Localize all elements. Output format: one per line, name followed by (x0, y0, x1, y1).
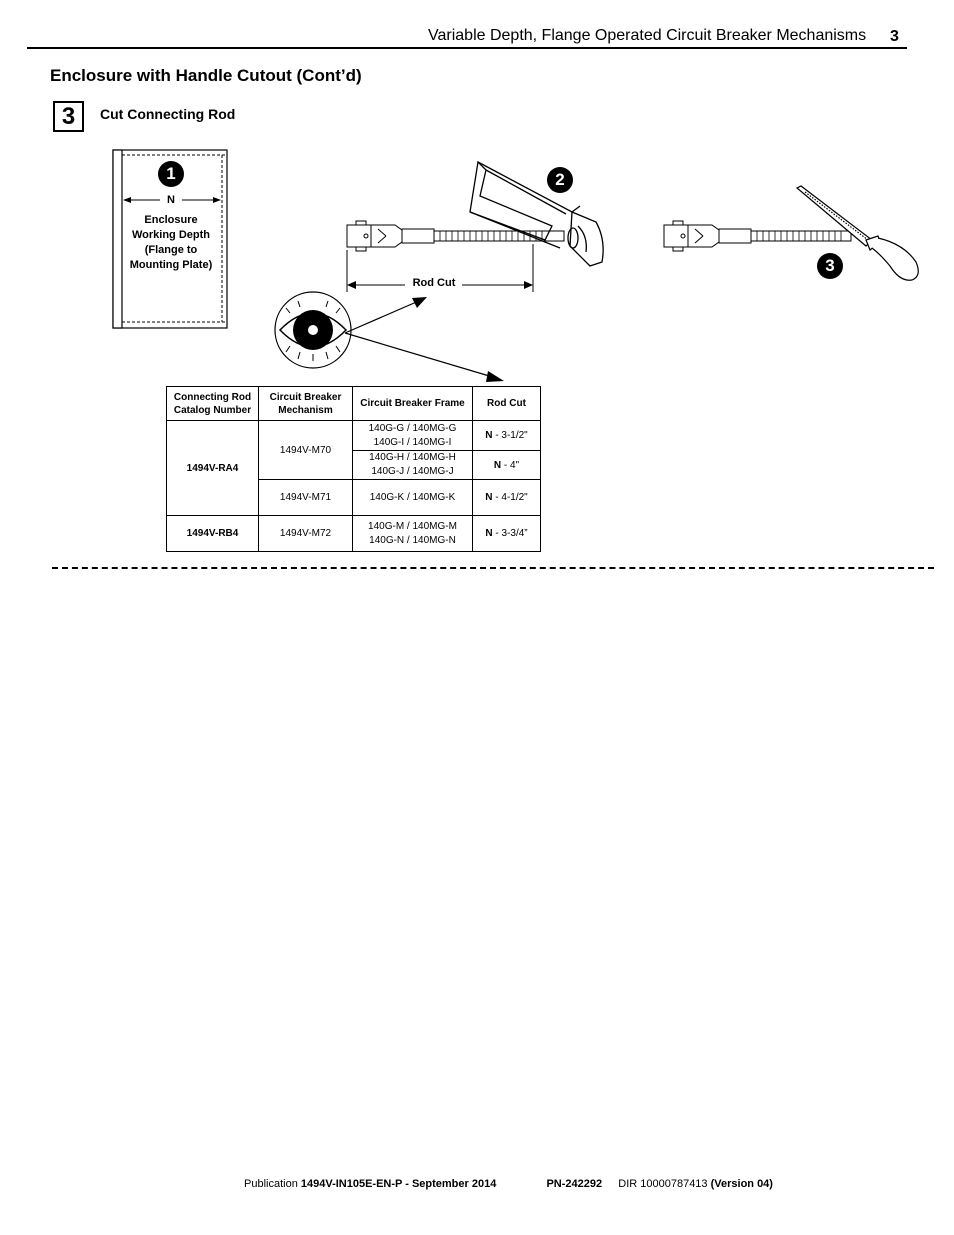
rod-cut-label: Rod Cut (412, 277, 456, 289)
enclosure-label-line: Working Depth (131, 229, 210, 241)
rod-cut-cell (473, 480, 541, 516)
rod-cut-cell (473, 421, 541, 451)
frame-cell: 140G-K / 140MG-K (353, 480, 473, 516)
n-symbol: N (485, 492, 493, 503)
rod-cut-value: - 4" (501, 459, 520, 471)
catalog-cell: 1494V-RA4 (167, 421, 259, 516)
rod-cut-cell (473, 516, 541, 552)
frame-line: 140G-I / 140MG-I (373, 436, 452, 448)
frame-cell (353, 421, 473, 451)
table-header-row (167, 387, 541, 421)
rod-cut-value: - 3-1/2" (492, 430, 528, 441)
catalog-cell: 1494V-RB4 (167, 516, 259, 552)
callout-3-label: 3 (825, 256, 835, 275)
frame-line: 140G-G / 140MG-G (368, 422, 457, 434)
footer-dir: DIR 10000787413 (618, 1178, 711, 1190)
rod-cut-table (166, 386, 541, 552)
frame-line: 140G-M / 140MG-M (368, 520, 457, 532)
dashed-cut-line (52, 567, 934, 569)
enclosure-label (116, 213, 226, 273)
callout-1-label: 1 (166, 164, 176, 183)
footer-publication-id: 1494V-IN105E-EN-P - September 2014 (300, 1178, 497, 1190)
footer-pn: PN-242292 (546, 1178, 603, 1190)
enclosure-label-line: (Flange to (144, 244, 198, 256)
frame-cell (353, 451, 473, 480)
filed-rod (664, 221, 851, 251)
frame-line: 140G-J / 140MG-J (371, 466, 454, 477)
mechanism-cell: 1494V-M70 (259, 421, 353, 480)
step-number-box: 3 (53, 101, 84, 132)
footer-publication-prefix: Publication (244, 1178, 301, 1190)
table-row (167, 421, 541, 451)
n-symbol: N (493, 459, 502, 471)
footer (244, 1178, 773, 1190)
n-symbol: N (485, 528, 493, 539)
n-symbol: N (485, 430, 493, 441)
rod-cut-value: - 4-1/2" (492, 492, 528, 503)
footer-version: (Version 04) (710, 1178, 773, 1190)
header-frame: Circuit Breaker Frame (353, 387, 473, 421)
enclosure-label-line: Mounting Plate) (129, 259, 213, 271)
mechanism-cell: 1494V-M71 (259, 480, 353, 516)
callout-2-label: 2 (555, 170, 565, 189)
frame-line: 140G-N / 140MG-N (369, 534, 456, 546)
header-title: Variable Depth, Flange Operated Circuit Breaker Mechanisms (428, 27, 867, 44)
header-catalog: Connecting Rod Catalog Number (167, 387, 259, 421)
header-mechanism: Circuit Breaker Mechanism (259, 387, 353, 421)
eye-icon (275, 292, 504, 382)
frame-cell (353, 516, 473, 552)
hacksaw-icon (470, 162, 603, 266)
table-row (167, 516, 541, 552)
step-title: Cut Connecting Rod (100, 106, 236, 122)
section-title: Enclosure with Handle Cutout (Cont’d) (50, 66, 362, 85)
enclosure-label-line: Enclosure (144, 214, 198, 226)
header-rod-cut: Rod Cut (473, 387, 541, 421)
rod-cut-cell (473, 451, 541, 480)
rod-cut-value: - 3-3/4” (492, 528, 528, 539)
frame-line: 140G-H / 140MG-H (369, 452, 456, 463)
page-number: 3 (890, 28, 899, 45)
cut-rod-illustration (0, 0, 954, 390)
n-label: N (167, 194, 175, 206)
mechanism-cell: 1494V-M72 (259, 516, 353, 552)
